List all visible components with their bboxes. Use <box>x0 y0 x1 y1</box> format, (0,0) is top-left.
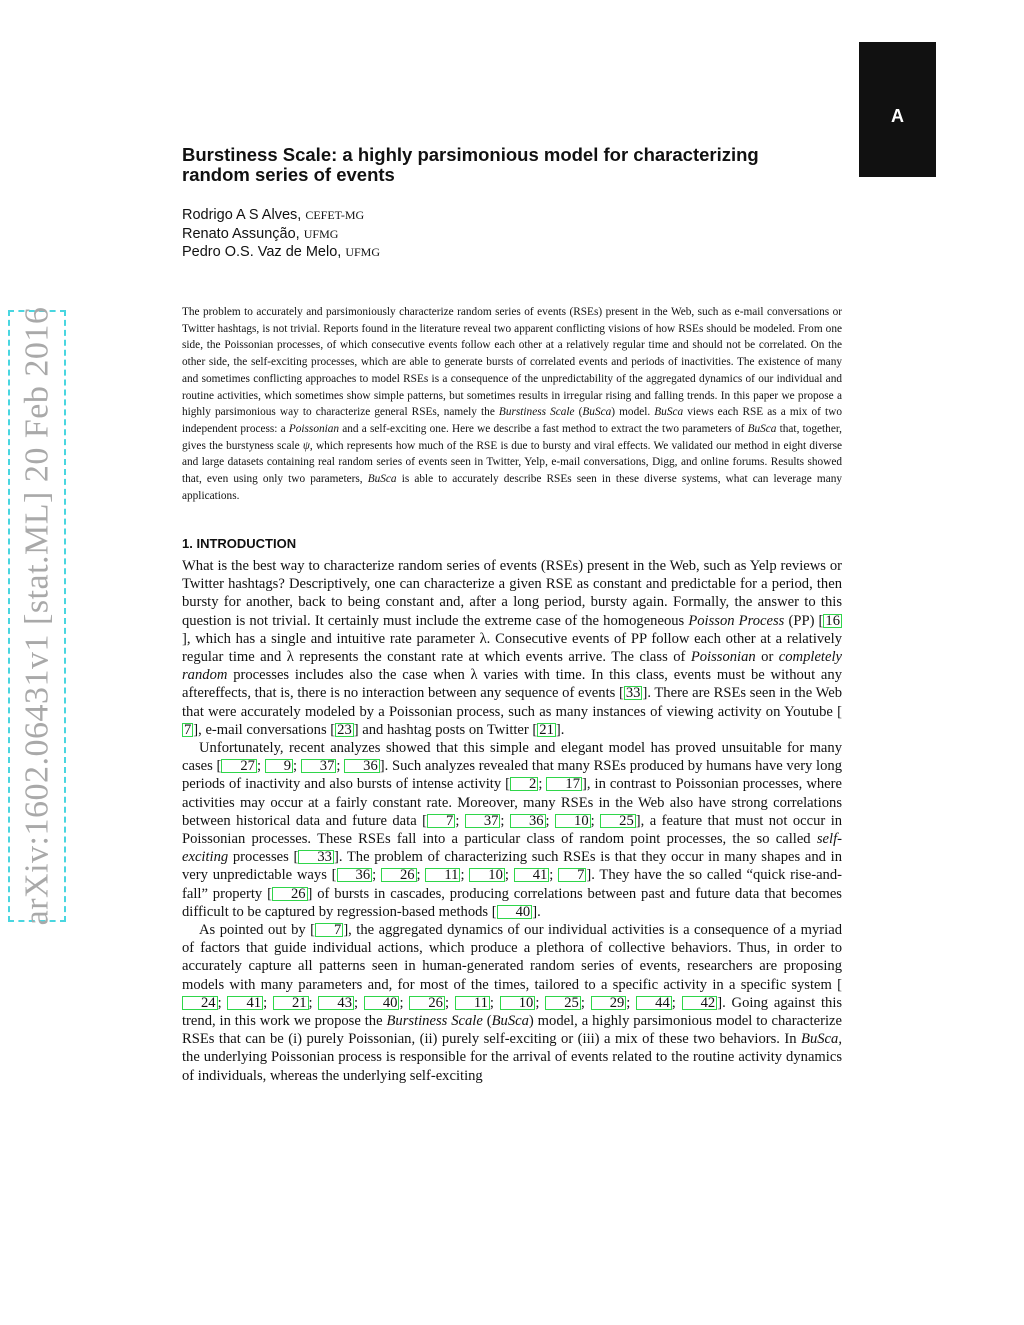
citation-number: 23 <box>337 721 352 738</box>
citation-link[interactable] <box>337 867 373 883</box>
citation-number: 25 <box>545 996 581 1010</box>
citation-link[interactable] <box>364 995 400 1011</box>
citation-link[interactable] <box>455 995 490 1011</box>
model-abbrev: BuSca <box>491 1013 529 1030</box>
citation-number: 29 <box>591 996 627 1010</box>
citation-link[interactable] <box>600 813 636 829</box>
citation-number: 7 <box>558 868 586 882</box>
model-name: Burstiness Scale <box>498 406 575 419</box>
author-list <box>182 206 380 262</box>
abstract-text: views each RSE as a mix of two independent process: a <box>182 406 842 435</box>
citation-number: 17 <box>546 777 582 791</box>
citation-link[interactable] <box>555 813 591 829</box>
emphasis: completely random <box>182 649 842 684</box>
citation-number: 26 <box>381 868 417 882</box>
author-name: Renato Assunção <box>182 225 296 242</box>
body-text: ] and hashtag posts on Twitter [ <box>353 721 538 738</box>
abstract-text: that, together, gives the burstyness scale <box>182 422 842 452</box>
body-text: Unfortunately, recent analyzes showed that this simple and elegant model has proved unsuitable for many cases [ <box>182 740 842 775</box>
citation-link[interactable] <box>409 995 445 1011</box>
citation-number: 41 <box>514 868 550 882</box>
psi-symbol: ψ <box>302 439 310 452</box>
arxiv-identifier: arXiv:1602.06431v1 [stat.ML] 20 Feb 2016 <box>18 306 55 926</box>
abstract-text: ) model. <box>611 406 655 419</box>
emphasis: self-exciting <box>182 831 842 866</box>
citation-link[interactable] <box>546 776 582 792</box>
body-text: ], e-mail conversations [ <box>193 721 336 738</box>
body-text: What is the best way to characterize random series of events (RSEs) present in the Web, such as Yelp reviews or Twitter hashtags? Descriptively, one can characterize a given RSE as constant and predictable for a period, then bursty for another, back to being constant and, after a long period, bursty again. Formally, the answer to this question is not trivial. It certainly must include the extreme case of the homogeneous <box>182 558 842 629</box>
citation-number: 10 <box>555 814 591 828</box>
citation-link[interactable] <box>298 849 334 865</box>
body-text: ( <box>482 1013 492 1030</box>
citation-number: 16 <box>825 612 841 629</box>
paragraph <box>182 557 842 739</box>
citation-link[interactable] <box>427 813 455 829</box>
section-tab <box>859 42 936 177</box>
citation-link[interactable] <box>344 758 380 774</box>
citation-number: 7 <box>427 814 455 828</box>
emphasis: Poissonian <box>288 422 340 435</box>
citation-number: 2 <box>510 777 538 791</box>
citation-number: 33 <box>298 850 334 864</box>
citation-number: 24 <box>182 996 218 1010</box>
citation-link[interactable] <box>265 758 293 774</box>
abstract-text: is able to accurately describe RSEs seen in these diverse systems, what can leverage many applications. <box>182 473 842 502</box>
body-text: (PP) [ <box>784 612 824 629</box>
body-text: or <box>755 649 779 666</box>
author-entry: Pedro O.S. Vaz de Melo, UFMG <box>182 244 381 260</box>
citation-link[interactable] <box>537 722 556 738</box>
model-name: Burstiness Scale <box>386 1013 483 1030</box>
citation-link[interactable] <box>510 813 546 829</box>
author-affiliation: UFMG <box>303 226 339 241</box>
citation-number: 41 <box>227 996 263 1010</box>
citation-number: 25 <box>600 814 636 828</box>
citation-number: 42 <box>682 996 718 1010</box>
abstract-text: and a self-exciting one. Here we describe a fast method to extract the two parameters of <box>339 422 748 435</box>
author-name: Rodrigo A S Alves <box>182 207 298 223</box>
section-tab-letter: A <box>891 106 904 126</box>
citation-link[interactable] <box>514 867 550 883</box>
abstract <box>182 304 842 504</box>
body-text: processes includes also the case when λ varies with time. In this class, events must be without any aftereffects, that is, there is no interaction between any sequence of events [ <box>182 667 842 702</box>
citation-number: 27 <box>221 759 257 773</box>
emphasis: Poisson Process <box>688 612 785 629</box>
body-text: ]. They have the so called “quick rise-and-fall” property [ <box>182 867 842 902</box>
citation-group: 27 ; 9 ; 37 ; 36 <box>221 758 379 774</box>
body-text: ]. <box>532 903 541 920</box>
citation-link[interactable] <box>823 613 842 629</box>
citation-group: 7 ; 37 ; 36 ; 10 ; 25 <box>427 813 636 829</box>
citation-number: 7 <box>315 923 343 937</box>
citation-number: 36 <box>337 868 373 882</box>
citation-number: 21 <box>273 996 309 1010</box>
model-abbrev: BuSca <box>367 473 397 486</box>
citation-number: 7 <box>184 721 192 738</box>
abstract-text: , which represents how much of the RSE is due to bursty and viral effects. We validated our method in eight diverse and large datasets containing real random series of events seen in Twitter, Yelp, e-mail conversations, Digg, and online forums. Results showed that, even using only two parameters, <box>182 439 843 486</box>
body-text: processes [ <box>228 849 299 866</box>
body-text: ]. The problem of characterizing such RSEs is that they occur in many shapes and in very unpredictable ways [ <box>182 849 842 884</box>
citation-link[interactable] <box>624 685 643 701</box>
citation-number: 11 <box>425 868 460 882</box>
citation-number: 10 <box>469 868 505 882</box>
arxiv-sidebar-stamp[interactable] <box>8 306 66 926</box>
citation-link[interactable] <box>221 758 257 774</box>
citation-link[interactable] <box>682 995 718 1011</box>
citation-link[interactable] <box>272 886 308 902</box>
body-text: ], a feature that must not occur in Poissonian processes. These RSEs fall into a particular class of random point processes, the so called <box>182 812 843 848</box>
citation-number: 37 <box>465 814 501 828</box>
citation-link[interactable] <box>315 922 343 938</box>
citation-number: 33 <box>625 685 641 702</box>
citation-number: 21 <box>539 721 554 738</box>
section-heading: 1. INTRODUCTION <box>182 536 297 551</box>
citation-link[interactable] <box>636 995 672 1011</box>
citation-number: 36 <box>344 759 380 773</box>
citation-number: 9 <box>265 759 293 773</box>
citation-link[interactable] <box>273 995 309 1011</box>
model-abbrev: BuSca <box>801 1031 839 1048</box>
citation-number: 40 <box>497 905 533 919</box>
citation-link[interactable] <box>510 776 538 792</box>
model-abbrev: BuSca <box>747 422 777 435</box>
citation-link[interactable] <box>425 867 460 883</box>
citation-link[interactable] <box>500 995 536 1011</box>
citation-number: 37 <box>301 759 337 773</box>
citation-link[interactable] <box>545 995 581 1011</box>
citation-link[interactable] <box>227 995 263 1011</box>
citation-number: 10 <box>500 996 536 1010</box>
body-text: ]. There are RSEs seen in the Web that were accurately modeled by a Poissonian process, such as many instances of viewing activity on Youtube [ <box>182 685 843 720</box>
body-text: ]. Such analyzes revealed that many RSEs produced by humans have very long periods of inactivity and also bursts of intense activity [ <box>182 758 843 793</box>
body-text: ]. <box>555 721 565 738</box>
citation-number: 43 <box>318 996 354 1010</box>
body-text: ], which has a single and intuitive rate parameter λ. Consecutive events of PP follow each other at a relatively regular time and λ represents the constant rate at which events arrive. The class of <box>182 630 842 666</box>
paper-title: Burstiness Scale: a highly parsimonious model for characterizing random series of events <box>182 144 759 185</box>
paragraph <box>182 921 842 1085</box>
citation-link[interactable] <box>182 722 193 738</box>
citation-group: 24 ; 41 ; 21 ; 43 ; 40 ; 26 ; 11 ; 10 ; 25 ; 29 ; 44 ; 42 <box>182 995 717 1011</box>
citation-link[interactable] <box>497 904 533 920</box>
body-text: , the underlying Poissonian process is responsible for the arrival of events related to the routine activity dynamics of individuals, whereas the underlying self-exciting <box>182 1031 842 1084</box>
section-body <box>182 557 842 1085</box>
body-text: As pointed out by [ <box>199 922 316 939</box>
abstract-text: ( <box>574 406 583 419</box>
model-abbrev: BuSca <box>582 406 612 419</box>
abstract-text: The problem to accurately and parsimoniously characterize random series of events (RSEs) present in the Web, such as e-mail conversations or Twitter hashtags, is not trivial. Reports found in the literature reveal two apparent conflicting visions of how RSEs should be modeled. From one side, the Poissonian processes, of which consecutive events follow each other at a relatively regular time and should not be correlated. On the other side, the self-exciting processes, which are able to generate bursts of correlated events and periods of inactivities. The existence of many and sometimes conflicting approaches to model RSEs is a consequence of the unpredictability of the aggregated dynamics of our individual and routine activities, which sometimes show simple patterns, but sometimes results in irregular rising and falling trends. In this paper we propose a highly parsimonious way to characterize general RSEs, namely the <box>182 306 842 419</box>
citation-link[interactable] <box>335 722 354 738</box>
citation-link[interactable] <box>182 995 218 1011</box>
body-text: ) model, a highly parsimonious model to characterize RSEs that can be (i) purely Poissonian, (ii) purely self-exciting or (iii) a mix of these two behaviors. In <box>182 1013 842 1048</box>
citation-link[interactable] <box>465 813 501 829</box>
body-text: ] of bursts in cascades, producing correlations between past and future data that becomes difficult to be captured by regression-based methods [ <box>182 885 842 920</box>
body-text: ], in contrast to Poissonian processes, where activities may occur at a fairly constant rate. Moreover, many RSEs in the Web also have strong correlations between historical data and future data [ <box>182 776 842 829</box>
citation-number: 40 <box>364 996 400 1010</box>
citation-number: 26 <box>272 887 308 901</box>
citation-number: 36 <box>510 814 546 828</box>
author-name: Pedro O.S. Vaz de Melo <box>182 244 338 260</box>
body-text: ], the aggregated dynamics of our individual activities is a consequence of a myriad of factors that guide individual actions, which produce a plethora of collective behaviors. Thus, in order to accurately capture all patterns seen in human-generated random series of events, researchers are proposing models with many parameters and, for most of the times, tailored to a specific activity in a specific system [ <box>182 922 842 993</box>
paragraph <box>182 739 842 921</box>
body-text: ]. Going against this trend, in this work we propose the <box>182 994 843 1030</box>
citation-group: 36 ; 26 ; 11 ; 10 ; 41 ; 7 <box>337 867 587 883</box>
citation-group: 2 ; 17 <box>510 776 582 792</box>
citation-number: 26 <box>409 996 445 1010</box>
author-entry: Rodrigo A S Alves, CEFET-MG <box>182 207 365 223</box>
citation-link[interactable] <box>469 867 505 883</box>
emphasis: Poissonian <box>690 649 756 666</box>
author-affiliation: UFMG <box>345 245 381 259</box>
citation-number: 11 <box>455 996 490 1010</box>
citation-link[interactable] <box>318 995 354 1011</box>
author-entry: Renato Assunção, UFMG <box>182 225 339 242</box>
author-affiliation: CEFET-MG <box>305 208 365 222</box>
citation-number: 44 <box>636 996 672 1010</box>
citation-link[interactable] <box>591 995 627 1011</box>
model-abbrev: BuSca <box>654 406 684 419</box>
citation-link[interactable] <box>558 867 586 883</box>
citation-link[interactable] <box>381 867 417 883</box>
citation-link[interactable] <box>301 758 337 774</box>
